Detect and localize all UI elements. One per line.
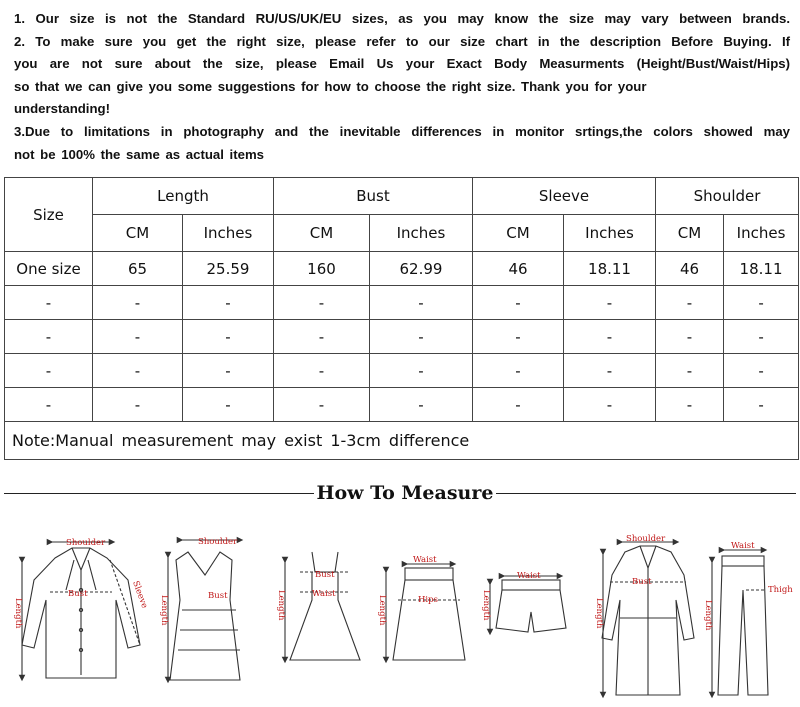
table-cell: -	[473, 320, 564, 354]
shorts-figure	[490, 576, 566, 632]
label-waist: Waist	[312, 589, 336, 599]
label-sleeve: Sleeve	[130, 579, 150, 610]
table-header-row	[5, 178, 799, 215]
bust-header: Bust	[274, 178, 473, 215]
table-cell: -	[274, 320, 370, 354]
table-cell: -	[724, 320, 799, 354]
table-cell: -	[656, 388, 724, 422]
unit-cell: CM	[274, 215, 370, 252]
size-chart-table	[4, 177, 799, 460]
table-cell: -	[656, 286, 724, 320]
label-shoulder: Shoulder	[66, 538, 106, 548]
label-length: Length	[703, 600, 713, 631]
table-row	[5, 286, 799, 320]
table-cell: -	[274, 286, 370, 320]
table-cell: -	[473, 354, 564, 388]
how-to-measure-title: How To Measure	[316, 482, 494, 504]
label-length: Length	[13, 598, 23, 629]
table-cell: 46	[656, 252, 724, 286]
label-waist: Waist	[517, 571, 541, 581]
table-cell: -	[564, 320, 656, 354]
table-cell: -	[564, 354, 656, 388]
label-shoulder: Shoulder	[198, 537, 238, 547]
table-cell: -	[656, 354, 724, 388]
table-cell: -	[5, 388, 93, 422]
table-cell: -	[370, 354, 473, 388]
table-cell: -	[93, 286, 183, 320]
size-notes	[14, 8, 790, 166]
note-line-7: not be 100% the same as actual items	[14, 146, 265, 162]
skirt-figure	[386, 564, 465, 660]
table-cell: -	[274, 354, 370, 388]
table-cell: -	[724, 388, 799, 422]
label-length: Length	[481, 590, 491, 621]
label-length: Length	[276, 590, 286, 621]
table-cell: 160	[274, 252, 370, 286]
table-cell: -	[656, 320, 724, 354]
measure-illustrations	[0, 520, 800, 707]
table-cell: -	[370, 286, 473, 320]
note-line-6: 3.Due to limitations in photography and the inevitable differences in monitor srtings,the colors showed may	[14, 123, 790, 139]
how-to-measure-heading	[0, 480, 800, 508]
note-line-2: 2. To make sure you get the right size, please refer to our size chart in the description Before Buying. If	[14, 33, 790, 49]
unit-cell: CM	[656, 215, 724, 252]
table-cell: -	[473, 286, 564, 320]
measurement-note: Note:Manual measurement may exist 1-3cm difference	[5, 422, 799, 460]
unit-cell: Inches	[370, 215, 473, 252]
note-line-1: 1. Our size is not the Standard RU/US/UK/EU sizes, as you may know the size may vary between brands.	[14, 11, 790, 26]
table-cell: -	[5, 286, 93, 320]
note-line-3: you are not sure about the size, please Email Us your Exact Body Measurments (Height/Bust/Waist/Hips)	[14, 56, 790, 72]
label-bust: Bust	[315, 570, 335, 580]
dress-figure	[285, 552, 360, 660]
label-waist: Waist	[731, 541, 755, 551]
table-cell: -	[183, 320, 274, 354]
table-cell: -	[370, 388, 473, 422]
unit-cell: Inches	[183, 215, 274, 252]
vest-figure	[168, 540, 240, 680]
label-length: Length	[159, 595, 169, 626]
table-cell: -	[564, 388, 656, 422]
table-row	[5, 388, 799, 422]
divider-right	[496, 493, 796, 494]
length-header: Length	[93, 178, 274, 215]
table-cell: -	[93, 388, 183, 422]
unit-cell: CM	[93, 215, 183, 252]
table-cell: -	[274, 388, 370, 422]
coat-figure	[602, 542, 694, 695]
label-length: Length	[377, 595, 387, 626]
table-cell: -	[93, 320, 183, 354]
label-bust: Bust	[632, 577, 652, 587]
label-bust: Bust	[68, 589, 88, 599]
note-line-5: understanding!	[14, 101, 110, 117]
table-cell: -	[93, 354, 183, 388]
table-cell: 65	[93, 252, 183, 286]
unit-cell: Inches	[724, 215, 799, 252]
table-row	[5, 252, 799, 286]
table-row	[5, 320, 799, 354]
note-line-4: so that we can give you some suggestions for how to choose the right size. Thank you for your	[14, 78, 647, 94]
label-thigh: Thigh	[768, 585, 793, 595]
table-cell: -	[5, 354, 93, 388]
sleeve-header: Sleeve	[473, 178, 656, 215]
table-cell: 18.11	[724, 252, 799, 286]
table-cell: One size	[5, 252, 93, 286]
label-shoulder: Shoulder	[626, 534, 666, 544]
label-waist: Waist	[413, 555, 437, 565]
table-cell: -	[5, 320, 93, 354]
table-cell: -	[183, 388, 274, 422]
size-header: Size	[5, 178, 93, 252]
table-cell: 18.11	[564, 252, 656, 286]
table-note-row	[5, 422, 799, 460]
table-cell: -	[564, 286, 656, 320]
label-bust: Bust	[208, 591, 228, 601]
table-unit-row	[5, 215, 799, 252]
table-cell: -	[183, 354, 274, 388]
table-cell: -	[183, 286, 274, 320]
table-cell: -	[370, 320, 473, 354]
table-cell: -	[473, 388, 564, 422]
table-cell: 25.59	[183, 252, 274, 286]
table-cell: -	[724, 286, 799, 320]
pants-figure	[712, 550, 768, 695]
shoulder-header: Shoulder	[656, 178, 799, 215]
label-length: Length	[594, 598, 604, 629]
shirt-figure	[22, 542, 140, 678]
unit-cell: CM	[473, 215, 564, 252]
table-cell: 46	[473, 252, 564, 286]
divider-left	[4, 493, 314, 494]
unit-cell: Inches	[564, 215, 656, 252]
table-cell: -	[724, 354, 799, 388]
table-cell: 62.99	[370, 252, 473, 286]
table-row	[5, 354, 799, 388]
label-hips: Hips	[418, 595, 438, 605]
